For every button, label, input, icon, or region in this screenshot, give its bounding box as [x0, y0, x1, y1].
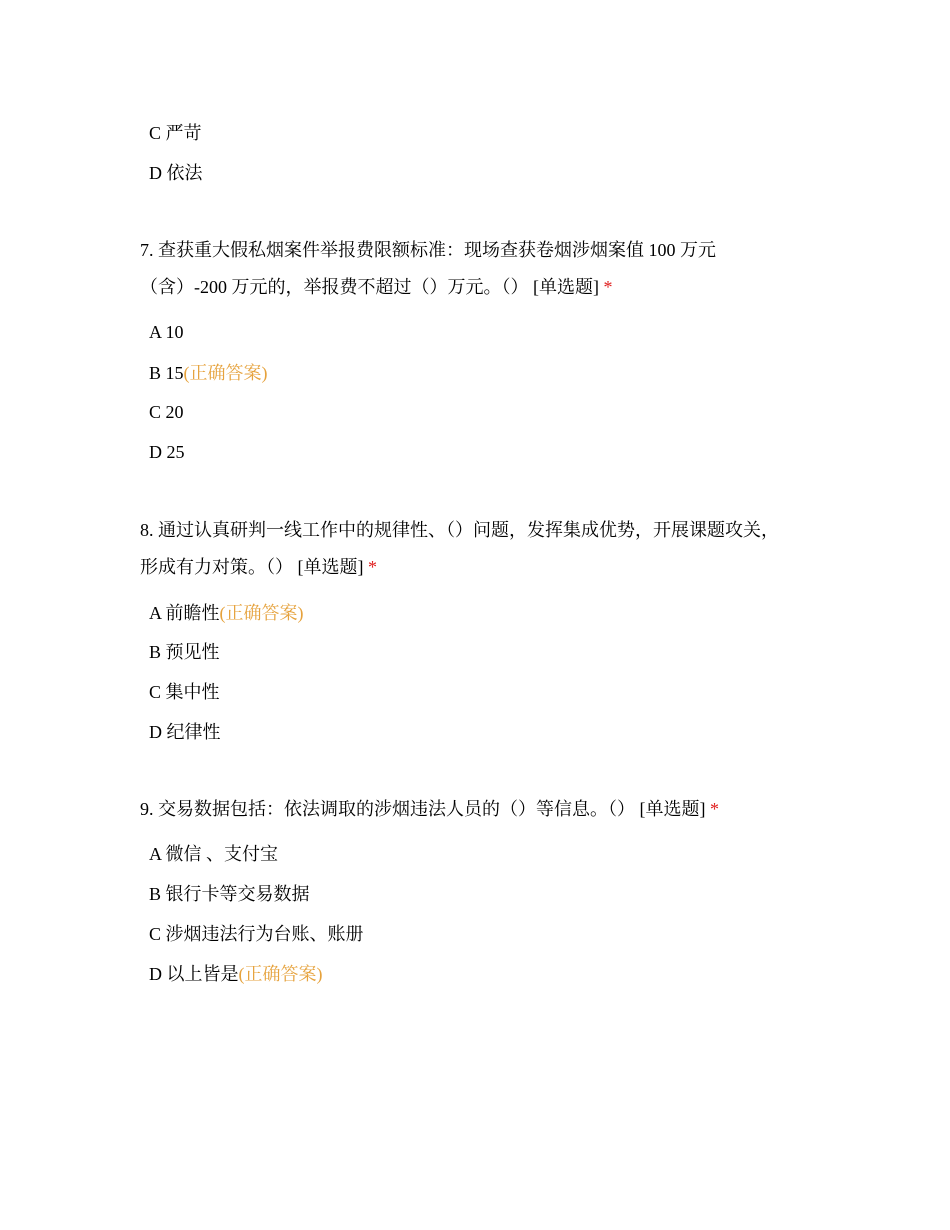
q8-option-c [149, 681, 220, 703]
q9-option-b [149, 883, 310, 905]
correct-answer-tag: (正确答案) [238, 964, 323, 984]
q9-option-d [149, 963, 323, 985]
correct-answer-tag: (正确答案) [219, 603, 304, 623]
question-7-text-line1 [140, 238, 716, 262]
q9-option-c [149, 923, 364, 945]
option-text: D 依法 [149, 163, 203, 183]
question-9-text-line1 [140, 797, 719, 821]
option-text: D 25 [149, 442, 185, 462]
option-text: C 20 [149, 402, 184, 422]
option-c [149, 122, 202, 144]
option-text: C 涉烟违法行为台账、账册 [149, 924, 364, 944]
q9-option-a [149, 843, 278, 865]
question-text: 8. 通过认真研判一线工作中的规律性、（）问题，发挥集成优势，开展课题攻关， [140, 520, 779, 540]
q7-option-b [149, 362, 268, 384]
required-star: * [603, 277, 613, 297]
required-star: * [710, 799, 719, 819]
option-text: B 15 [149, 363, 184, 383]
required-star: * [368, 557, 377, 577]
question-text: 9. 交易数据包括：依法调取的涉烟违法人员的（）等信息。（） [单选题] [140, 799, 710, 819]
option-text: B 银行卡等交易数据 [149, 884, 310, 904]
option-text: B 预见性 [149, 642, 220, 662]
q7-option-a [149, 321, 184, 343]
question-8-text-line1 [140, 518, 779, 542]
question-text: 7. 查获重大假私烟案件举报费限额标准：现场查获卷烟涉烟案值 100 万元 [140, 240, 716, 260]
correct-answer-tag: (正确答案) [183, 363, 268, 383]
option-text: A 前瞻性 [149, 603, 220, 623]
q8-option-b [149, 641, 220, 663]
q8-option-d [149, 721, 221, 743]
question-7-text-line2 [140, 275, 612, 299]
option-d [149, 162, 203, 184]
q7-option-c [149, 401, 184, 423]
option-text: D 纪律性 [149, 722, 221, 742]
option-text: C 严苛 [149, 123, 202, 143]
question-text: 形成有力对策。（） [单选题] [140, 557, 368, 577]
option-text: C 集中性 [149, 682, 220, 702]
option-text: A 10 [149, 322, 184, 342]
question-text: （含）-200 万元的，举报费不超过（）万元。（） [单选题] [140, 277, 604, 297]
option-text: D 以上皆是 [149, 964, 239, 984]
q8-option-a [149, 602, 304, 624]
q7-option-d [149, 441, 185, 463]
question-8-text-line2 [140, 555, 377, 579]
option-text: A 微信 、支付宝 [149, 844, 279, 864]
